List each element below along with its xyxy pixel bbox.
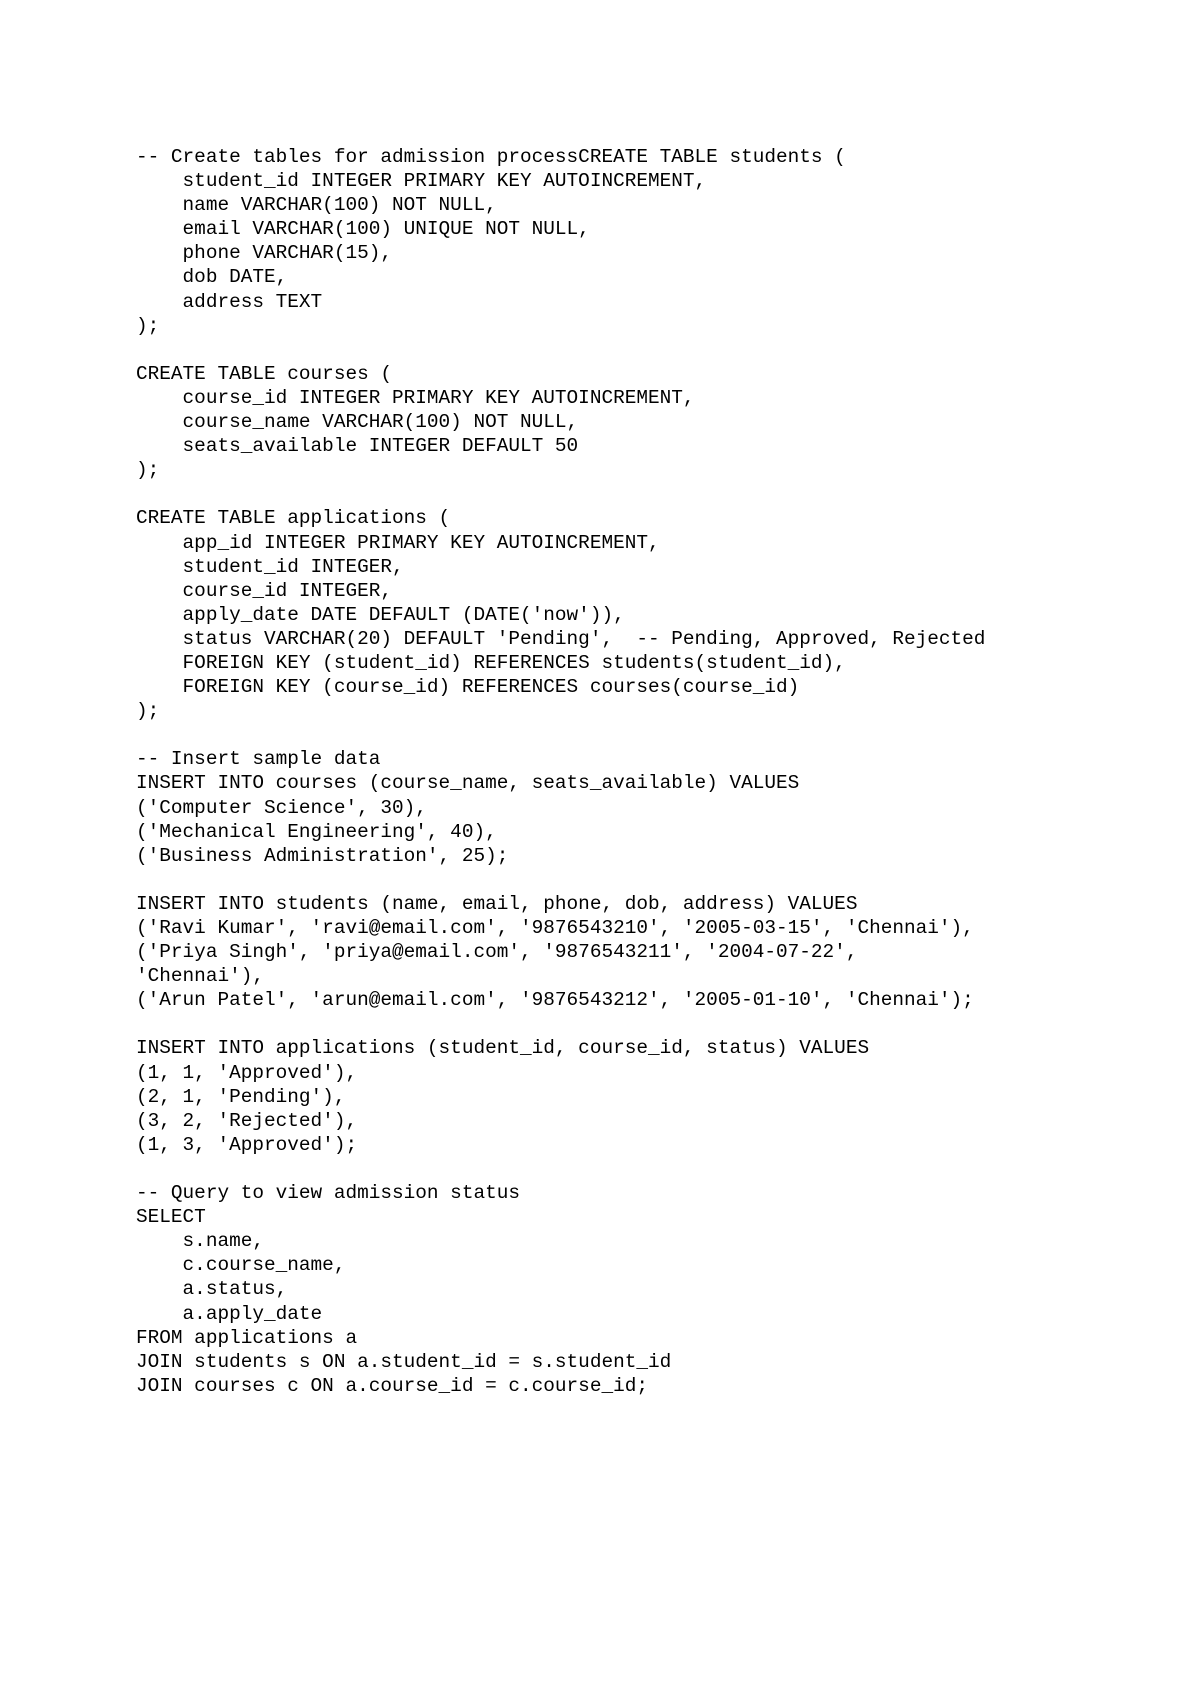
code-line: ('Business Administration', 25); bbox=[136, 844, 509, 867]
code-line: ('Computer Science', 30), bbox=[136, 796, 427, 819]
code-line: CREATE TABLE applications ( bbox=[136, 507, 451, 530]
code-line: (3, 2, 'Rejected'), bbox=[136, 1109, 358, 1132]
code-line: -- Insert sample data bbox=[136, 748, 381, 771]
code-line bbox=[136, 1157, 1176, 1181]
code-line: phone VARCHAR(15), bbox=[136, 242, 392, 265]
code-line: a.apply_date bbox=[136, 1302, 323, 1325]
code-line: c.course_name, bbox=[136, 1254, 346, 1277]
code-line bbox=[136, 482, 1176, 506]
code-line: course_id INTEGER PRIMARY KEY AUTOINCREMENT, bbox=[136, 386, 695, 409]
code-line: course_name VARCHAR(100) NOT NULL, bbox=[136, 411, 579, 434]
code-line: (2, 1, 'Pending'), bbox=[136, 1085, 346, 1108]
code-line: dob DATE, bbox=[136, 266, 288, 289]
code-line: JOIN courses c ON a.course_id = c.course_id; bbox=[136, 1374, 648, 1397]
code-line: INSERT INTO courses (course_name, seats_available) VALUES bbox=[136, 772, 800, 795]
code-line: ); bbox=[136, 314, 160, 337]
code-line: app_id INTEGER PRIMARY KEY AUTOINCREMENT, bbox=[136, 531, 660, 554]
code-line bbox=[136, 1012, 1176, 1036]
code-line: FROM applications a bbox=[136, 1326, 358, 1349]
code-line: ); bbox=[136, 700, 160, 723]
code-line: CREATE TABLE courses ( bbox=[136, 362, 392, 385]
code-line: student_id INTEGER, bbox=[136, 555, 404, 578]
code-line: INSERT INTO students (name, email, phone, dob, address) VALUES bbox=[136, 892, 858, 915]
code-line: (1, 1, 'Approved'), bbox=[136, 1061, 358, 1084]
code-line: 'Chennai'), bbox=[136, 965, 264, 988]
code-line: (1, 3, 'Approved'); bbox=[136, 1133, 358, 1156]
code-line: address TEXT bbox=[136, 290, 323, 313]
code-line: ); bbox=[136, 459, 160, 482]
code-line: ('Priya Singh', 'priya@email.com', '9876543211', '2004-07-22', bbox=[136, 941, 858, 964]
code-line bbox=[136, 338, 1176, 362]
code-line: ('Arun Patel', 'arun@email.com', '9876543212', '2005-01-10', 'Chennai'); bbox=[136, 989, 974, 1012]
code-line: SELECT bbox=[136, 1206, 206, 1229]
code-line: apply_date DATE DEFAULT (DATE('now')), bbox=[136, 603, 625, 626]
code-line: JOIN students s ON a.student_id = s.student_id bbox=[136, 1350, 672, 1373]
code-line: seats_available INTEGER DEFAULT 50 bbox=[136, 435, 579, 458]
code-line: FOREIGN KEY (course_id) REFERENCES courses(course_id) bbox=[136, 676, 800, 699]
code-line: FOREIGN KEY (student_id) REFERENCES students(student_id), bbox=[136, 651, 846, 674]
code-line bbox=[136, 868, 1176, 892]
sql-code-block bbox=[136, 145, 1176, 1398]
code-line bbox=[136, 723, 1176, 747]
code-line: status VARCHAR(20) DEFAULT 'Pending', -- Pending, Approved, Rejected bbox=[136, 627, 986, 650]
code-line: s.name, bbox=[136, 1230, 264, 1253]
code-line: email VARCHAR(100) UNIQUE NOT NULL, bbox=[136, 218, 590, 241]
code-line: name VARCHAR(100) NOT NULL, bbox=[136, 194, 497, 217]
code-line: student_id INTEGER PRIMARY KEY AUTOINCREMENT, bbox=[136, 170, 707, 193]
code-line: a.status, bbox=[136, 1278, 288, 1301]
code-line: ('Mechanical Engineering', 40), bbox=[136, 820, 497, 843]
code-line: -- Create tables for admission processCREATE TABLE students ( bbox=[136, 146, 846, 168]
code-line: -- Query to view admission status bbox=[136, 1182, 520, 1205]
code-line: ('Ravi Kumar', 'ravi@email.com', '9876543210', '2005-03-15', 'Chennai'), bbox=[136, 917, 974, 939]
code-line: INSERT INTO applications (student_id, course_id, status) VALUES bbox=[136, 1037, 870, 1060]
code-line: course_id INTEGER, bbox=[136, 579, 392, 602]
